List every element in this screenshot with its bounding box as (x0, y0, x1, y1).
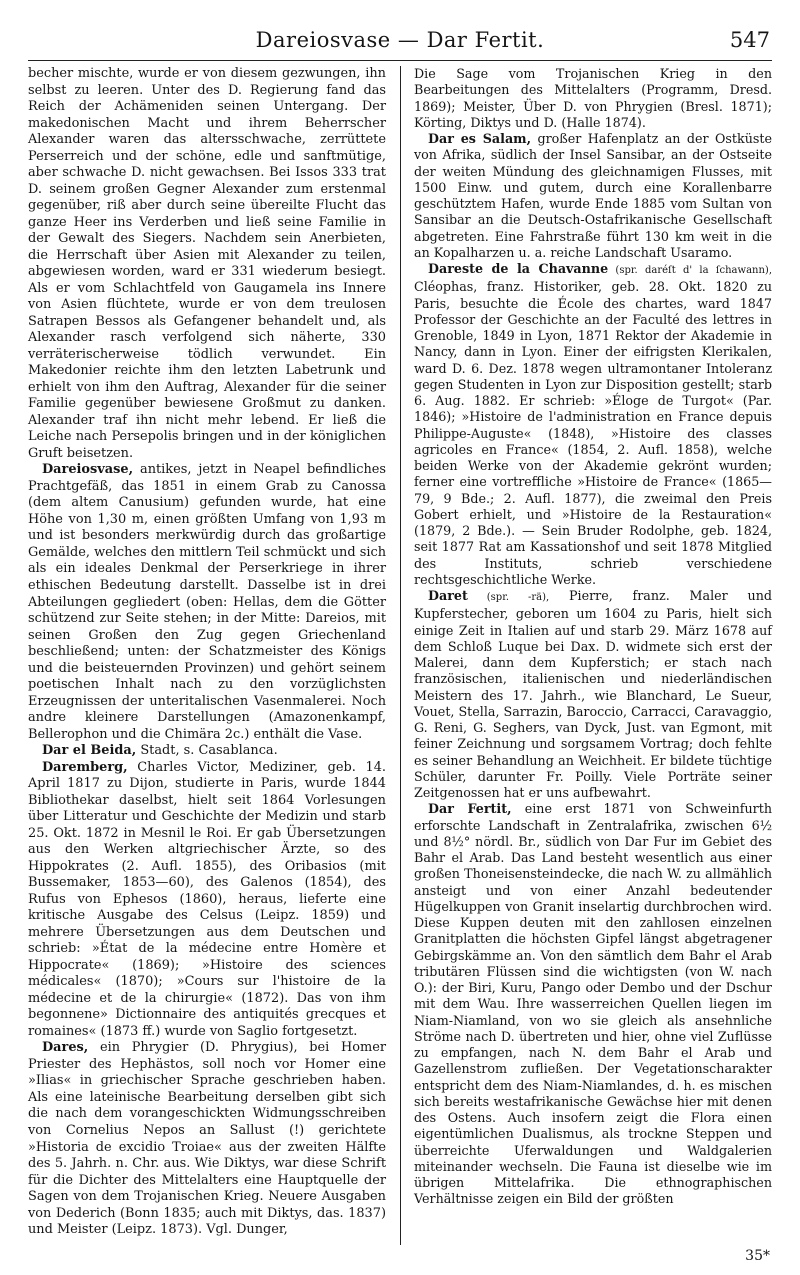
right-column (414, 66, 772, 1208)
headword: Daremberg, (42, 759, 128, 775)
entry-dar-fertit: Dar Fertit, eine erst 1871 von Schweinfurth erforschte Landschaft in Zentralafrika, zwischen 6½ und 8½° nördl. Br., südlich von Dar Fur im Gebiet des Bahr el Arab. Das Land besteht wesentlich aus einer großen Thoneisensteindecke, die nach W. zu allmählich ansteigt und von einer Anzahl bedeutender Hügelkuppen von Granit inselartig durchbrochen wird. Diese Kuppen deuten mit den zahllosen einzelnen Granitplatten die höchsten Gipfel längst abgetragener Gebirgskämme an. Von den sämtlich dem Bahr el Arab tributären Flüssen sind die wichtigsten (von W. nach O.): der Biri, Kuru, Pango oder Dembo und der Dschur mit dem Wau. Ihre wasserreichen Quellen liegen im Niam-Niamland, von wo sie gleich als ansehnliche Ströme nach D. übertreten und hier, ohne viel Zuflüsse zu empfangen, nach N. dem Bahr el Arab und Gazellenstrom zufließen. Der Vegetationscharakter entspricht dem des Niam-Niamlandes, d. h. es mischen sich bereits westafrikanische Gewächse hier mit denen des Ostens. Auch insofern zeigt die Flora einen eigentümlichen Dualismus, als trockne Steppen und überreichte Uferwaldungen und Waldgalerien miteinander wechseln. Die Fauna ist dieselbe wie im übrigen Mittelafrika. Die ethnographischen Verhältnisse zeigen ein Bild der größten (414, 801, 772, 1207)
headword: Dares, (42, 1040, 89, 1056)
column-divider (400, 66, 401, 1245)
entry-dareiosvase: Dareiosvase, antikes, jetzt in Neapel befindliches Prachtgefäß, das 1851 in einem Grab zu Canossa (dem altem Canusium) gefunden wurde, hat eine Höhe von 1,30 m, einen größten Umfang von 1,93 m und ist besonders merkwürdig durch das großartige Gemälde, welches den mittlern Teil schmückt und sich als ein ideales Denkmal der Perserkriege in ihrer ethischen Bedeutung darstellt. Dasselbe ist in drei Abteilungen gegliedert (oben: Hellas, dem die Götter schützend zur Seite stehen; in der Mitte: Dareios, mit seinen Großen den Zug gegen Griechenland beschließend; unten: der Schatzmeister des Königs und die beisteuernden Provinzen) und gehört seinem poetischen Inhalt nach zu den vorzüglichsten Erzeugnissen der unteritalischen Vasenmalerei. Noch andre kleinere Darstellungen (Amazonenkampf, Bellerophon und die Chimära 2c.) enthält die Vase. (28, 462, 386, 742)
signature-mark: 35* (745, 1248, 770, 1264)
entry-dar-es-salam: Dar es Salam, großer Hafenplatz an der Ostküste von Afrika, südlich der Insel Sansibar, an der Ostseite der weiten Mündung des gleichnamigen Flusses, mit 1500 Einw. und gutem, durch eine Korallenbarre geschütztem Hafen, wurde Ende 1885 vom Sultan von Sansibar an die Deutsch-Ostafrikanische Gesellschaft abgetreten. Eine Fahrstraße führt 130 km weit in die an Kopalharzen u. a. reiche Landschaft Usaramo. (414, 131, 772, 260)
text-columns (28, 66, 772, 1249)
page-number: 547 (729, 28, 770, 52)
pronunciation-note: (spr. -rä), (467, 592, 550, 603)
entry-dareste: Dareste de la Chavanne (spr. daréſt d' la ſchawann), Cléophas, franz. Historiker, geb. 28. Okt. 1820 zu Paris, besuchte die École des chartes, ward 1847 Professor der Geschichte an der Faculté des lettres in Grenoble, 1849 in Lyon, 1871 Rektor der Akademie in Nancy, dann in Lyon. Einer der eifrigsten Klerikalen, ward D. 6. Dez. 1878 wegen ultramontaner Intoleranz gegen Studenten in Lyon zur Disposition gestellt; starb 6. Aug. 1882. Er schrieb: »Éloge de Turgot« (Par. 1846); »Histoire de l'administration en France depuis Philippe-Auguste« (1848), »Histoire des classes agricoles en France« (1854, 2. Aufl. 1858), welche beiden Werke von der Akademie gekrönt wurden; ferner eine vortreffliche »Histoire de France« (1865—79, 9 Bde.; 2. Aufl. 1877), die zweimal den Preis Gobert erhielt, und »Histoire de la Restauration« (1879, 2 Bde.). — Sein Bruder Rodolphe, geb. 1824, seit 1877 Rat am Kassationshof und seit 1878 Mitglied des Instituts, schrieb verschiedene rechtsgeschichtliche Werke. (414, 261, 772, 587)
headword: Dareste de la Chavanne (428, 261, 609, 276)
header-title: Dareiosvase — Dar Fertit. (255, 28, 545, 52)
paragraph: becher mischte, wurde er von diesem gezwungen, ihn selbst zu leeren. Unter des D. Regierung fand das Reich der Achämeniden seinen Untergang. Der makedonischen Macht und ihrem Beherrscher Alexander waren das altersschwache, zerrüttete Perserreich und der schöne, edle und sanftmütige, aber schwache D. nicht gewachsen. Bei Issos 333 trat D. seinem großen Gegner Alexander zum erstenmal gegenüber, riß aber durch seine übereilte Flucht das ganze Heer ins Verderben und ließ seine Familie in der Gewalt des Siegers. Nachdem sein Anerbieten, die Herrschaft über Asien mit Alexander zu teilen, abgewiesen worden, ward er 331 wiederum besiegt. Als er vom Schlachtfeld von Gaugamela ins Innere von Asien flüchtete, wurde er von dem treulosen Satrapen Bessos als Gefangener behandelt und, als Alexander rasch verfolgend sich näherte, 330 verräterischerweise tödlich verwundet. Ein Makedonier reichte ihm den letzten Labetrunk und erhielt von ihm den Auftrag, Alexander für die seiner Familie gegenüber bewiesene Großmut zu danken. Alexander traf ihn nicht mehr lebend. Er ließ die Leiche nach Persepolis bringen und in der königlichen Gruft beisetzen. (28, 66, 386, 461)
entry-dares: Dares, ein Phrygier (D. Phrygius), bei Homer Priester des Hephästos, soll noch vor Homer eine »Ilias« in griechischer Sprache geschrieben haben. Als eine lateinische Bearbeitung derselben gibt sich die nach dem vorangeschickten Widmungsschreiben von Cornelius Nepos an Sallust (!) gerichtete »Historia de excidio Troiae« aus der zweiten Hälfte des 5. Jahrh. n. Chr. aus. Wie Diktys, war diese Schrift für die Dichter des Mittelalters eine Hauptquelle der Sagen von dem Trojanischen Krieg. Neuere Ausgaben von Dederich (Bonn 1835; auch mit Diktys, das. 1837) und Meister (Leipz. 1873). Vgl. Dunger, (28, 1040, 386, 1238)
left-column (28, 66, 386, 1239)
entry-daremberg: Daremberg, Charles Victor, Mediziner, geb. 14. April 1817 zu Dijon, studierte in Paris, wurde 1844 Bibliothekar daselbst, hielt seit 1864 Vorlesungen über Litteratur und Geschichte der Medizin und starb 25. Okt. 1872 in Mesnil le Roi. Er gab Übersetzungen aus den Werken altgriechischer Ärzte, so des Hippokrates (2. Aufl. 1855), des Oribasios (mit Bussemaker, 1853—60), des Galenos (1854), des Rufus von Ephesos (1860), heraus, lieferte eine kritische Ausgabe des Celsus (Leipz. 1859) und mehrere Übersetzungen aus dem Deutschen und schrieb: »État de la médecine entre Homère et Hippocrate« (1869); »Histoire des sciences médicales« (1870); »Cours sur l'histoire de la médecine et de la chirurgie« (1872). Das von ihm begonnene» Dictionnaire des antiquités grecques et romaines« (1873 ff.) wurde von Saglio fortgesetzt. (28, 759, 386, 1039)
pronunciation-note: (spr. daréſt d' la ſchawann), (608, 265, 772, 276)
entry-daret: Daret (spr. -rä), Pierre, franz. Maler und Kupferstecher, geboren um 1604 zu Paris, hielt sich einige Zeit in Italien auf und starb 29. März 1678 auf dem Schloß Luque bei Dax. D. widmete sich erst der Malerei, dann dem Kupferstich; er stach nach französischen, italienischen und niederländischen Meistern des 17. Jahrh., wie Blanchard, Le Sueur, Vouet, Stella, Sarrazin, Baroccio, Carracci, Caravaggio, G. Reni, G. Seghers, van Dyck, Just. van Egmont, mit feiner Zeichnung und sorgsamem Vortrag; doch fehlte es seiner Behandlung an Weichheit. Er bildete tüchtige Schüler, darunter Fr. Poilly. Viele Porträte seiner Zeitgenossen hat er uns aufbewahrt. (414, 588, 772, 800)
paragraph: Die Sage vom Trojanischen Krieg in den Bearbeitungen des Mittelalters (Programm, Dresd. 1869); Meister, Über D. von Phrygien (Bresl. 1871); Körting, Diktys und D. (Halle 1874). (414, 66, 772, 130)
headword: Dar es Salam, (428, 131, 532, 146)
running-header (28, 26, 772, 61)
entry-dar-el-beida: Dar el Beida, Stadt, s. Casablanca. (42, 743, 278, 759)
headword: Dareiosvase, (42, 462, 134, 478)
headword: Dar Fertit, (428, 801, 512, 817)
headword: Daret (428, 588, 468, 603)
headword: Dar el Beida, (42, 743, 137, 759)
